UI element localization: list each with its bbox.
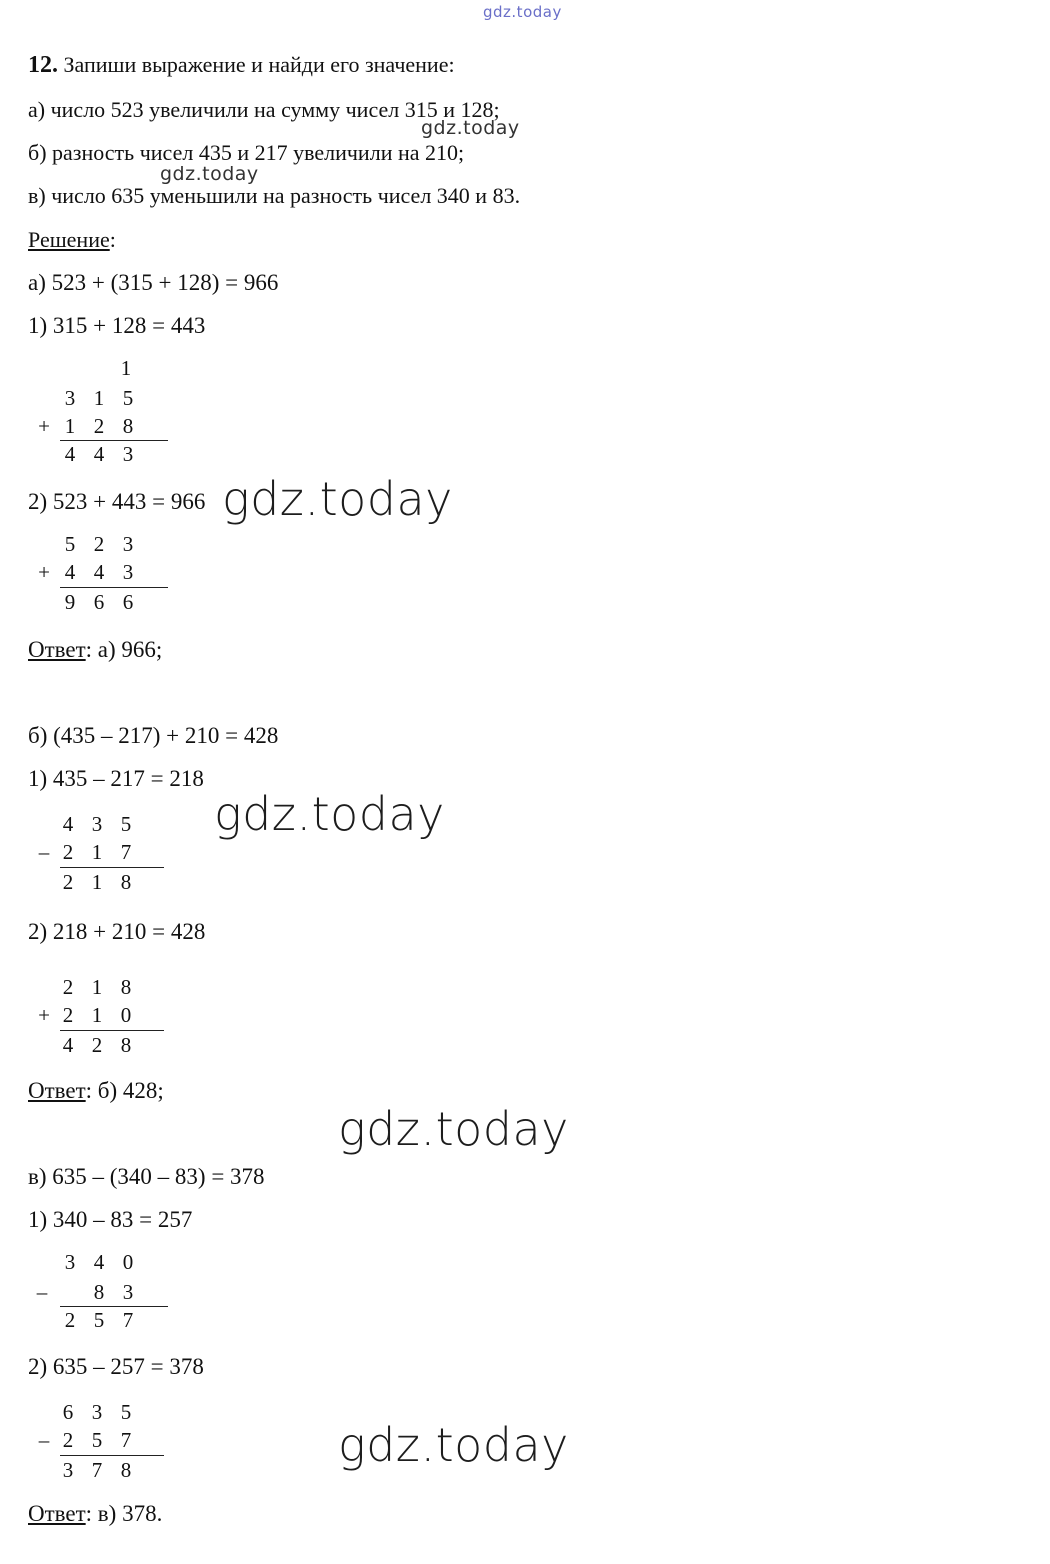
answer-label: Ответ xyxy=(28,1078,86,1103)
digit: 8 xyxy=(120,1033,132,1057)
digit: 2 xyxy=(62,840,74,864)
part-a-answer xyxy=(28,637,162,663)
digit: 3 xyxy=(64,1250,76,1274)
task-title: Запиши выражение и найди его значение: xyxy=(63,52,455,77)
answer-value: : б) 428; xyxy=(85,1078,164,1103)
digit: 7 xyxy=(122,1308,134,1332)
digit: 4 xyxy=(64,442,76,466)
part-b-calc2 xyxy=(28,975,178,1061)
digit: 3 xyxy=(64,386,76,410)
digit: 4 xyxy=(93,1250,105,1274)
digit: 5 xyxy=(64,532,76,556)
digit: 2 xyxy=(64,1308,76,1332)
task-item-b: б) разность чисел 435 и 217 увеличили на 210; xyxy=(28,140,465,165)
digit: 4 xyxy=(62,1033,74,1057)
answer-value: : а) 966; xyxy=(85,637,163,662)
task-header xyxy=(28,52,455,78)
digit: 1 xyxy=(64,414,76,438)
digit: 3 xyxy=(62,1458,74,1482)
digit: 4 xyxy=(64,560,76,584)
result-line xyxy=(60,867,164,868)
solution-label: Решение xyxy=(28,227,110,252)
watermark-top: gdz.today xyxy=(483,3,562,21)
digit: 4 xyxy=(62,812,74,836)
digit: 4 xyxy=(93,560,105,584)
plus-sign: + xyxy=(38,560,50,584)
watermark-small-1: gdz.today xyxy=(421,117,520,139)
digit: 6 xyxy=(93,590,105,614)
answer-value: : в) 378. xyxy=(85,1501,163,1526)
digit: 7 xyxy=(120,840,132,864)
digit: 3 xyxy=(122,442,134,466)
minus-sign: – xyxy=(38,1428,50,1452)
part-b-expression: б) (435 – 217) + 210 = 428 xyxy=(28,723,279,748)
plus-sign: + xyxy=(38,414,50,438)
digit: 3 xyxy=(122,560,134,584)
digit: 8 xyxy=(120,975,132,999)
part-b-answer xyxy=(28,1078,164,1104)
digit: 1 xyxy=(91,840,103,864)
result-line xyxy=(60,587,168,588)
digit: 1 xyxy=(91,975,103,999)
digit: 2 xyxy=(62,1003,74,1027)
digit: 0 xyxy=(120,1003,132,1027)
minus-sign: – xyxy=(36,1280,48,1304)
digit: 4 xyxy=(93,442,105,466)
watermark-big-3: gdz.today xyxy=(338,1102,569,1156)
part-c-expression: в) 635 – (340 – 83) = 378 xyxy=(28,1164,265,1189)
part-a-step2: 2) 523 + 443 = 966 xyxy=(28,489,206,514)
part-a-expression: а) 523 + (315 + 128) = 966 xyxy=(28,270,279,295)
part-b-step1: 1) 435 – 217 = 218 xyxy=(28,766,204,791)
digit: 6 xyxy=(62,1400,74,1424)
digit: 8 xyxy=(93,1280,105,1304)
digit: 2 xyxy=(93,414,105,438)
plus-sign: + xyxy=(38,1003,50,1027)
digit: 7 xyxy=(120,1428,132,1452)
digit: 2 xyxy=(91,1033,103,1057)
digit: 5 xyxy=(93,1308,105,1332)
digit: 6 xyxy=(122,590,134,614)
part-c-step2: 2) 635 – 257 = 378 xyxy=(28,1354,204,1379)
part-a-calc1 xyxy=(28,356,178,472)
digit: 8 xyxy=(122,414,134,438)
answer-label: Ответ xyxy=(28,637,86,662)
digit: 8 xyxy=(120,870,132,894)
watermark-big-1: gdz.today xyxy=(222,472,453,526)
digit: 3 xyxy=(122,532,134,556)
part-c-calc1 xyxy=(28,1250,178,1336)
part-b-calc1 xyxy=(28,812,178,898)
digit: 2 xyxy=(62,975,74,999)
part-c-step1: 1) 340 – 83 = 257 xyxy=(28,1207,193,1232)
result-line xyxy=(60,440,168,441)
digit: 3 xyxy=(91,812,103,836)
part-b-step2: 2) 218 + 210 = 428 xyxy=(28,919,206,944)
digit: 0 xyxy=(122,1250,134,1274)
digit: 9 xyxy=(64,590,76,614)
part-c-calc2 xyxy=(28,1400,178,1486)
part-a-calc2 xyxy=(28,532,178,618)
answer-label: Ответ xyxy=(28,1501,86,1526)
watermark-big-2: gdz.today xyxy=(214,787,445,841)
task-item-c: в) число 635 уменьшили на разность чисел 340 и 83. xyxy=(28,183,521,208)
digit: 5 xyxy=(120,812,132,836)
digit: 1 xyxy=(91,1003,103,1027)
digit: 3 xyxy=(122,1280,134,1304)
result-line xyxy=(60,1306,168,1307)
solution-colon: : xyxy=(109,227,116,252)
digit: 1 xyxy=(91,870,103,894)
digit: 8 xyxy=(120,1458,132,1482)
digit: 3 xyxy=(91,1400,103,1424)
digit: 5 xyxy=(122,386,134,410)
part-a-step1: 1) 315 + 128 = 443 xyxy=(28,313,206,338)
part-c-answer xyxy=(28,1501,162,1527)
digit: 7 xyxy=(91,1458,103,1482)
carry-digit: 1 xyxy=(120,356,132,380)
task-item-a: а) число 523 увеличили на сумму чисел 315 и 128; xyxy=(28,97,500,122)
watermark-small-2: gdz.today xyxy=(160,163,259,185)
minus-sign: – xyxy=(38,840,50,864)
digit: 2 xyxy=(62,1428,74,1452)
digit: 5 xyxy=(91,1428,103,1452)
task-number: 12. xyxy=(28,52,58,78)
solution-heading xyxy=(28,227,116,253)
digit: 1 xyxy=(93,386,105,410)
watermark-big-4: gdz.today xyxy=(338,1418,569,1472)
digit: 2 xyxy=(62,870,74,894)
result-line xyxy=(60,1455,164,1456)
result-line xyxy=(60,1030,164,1031)
digit: 5 xyxy=(120,1400,132,1424)
digit: 2 xyxy=(93,532,105,556)
